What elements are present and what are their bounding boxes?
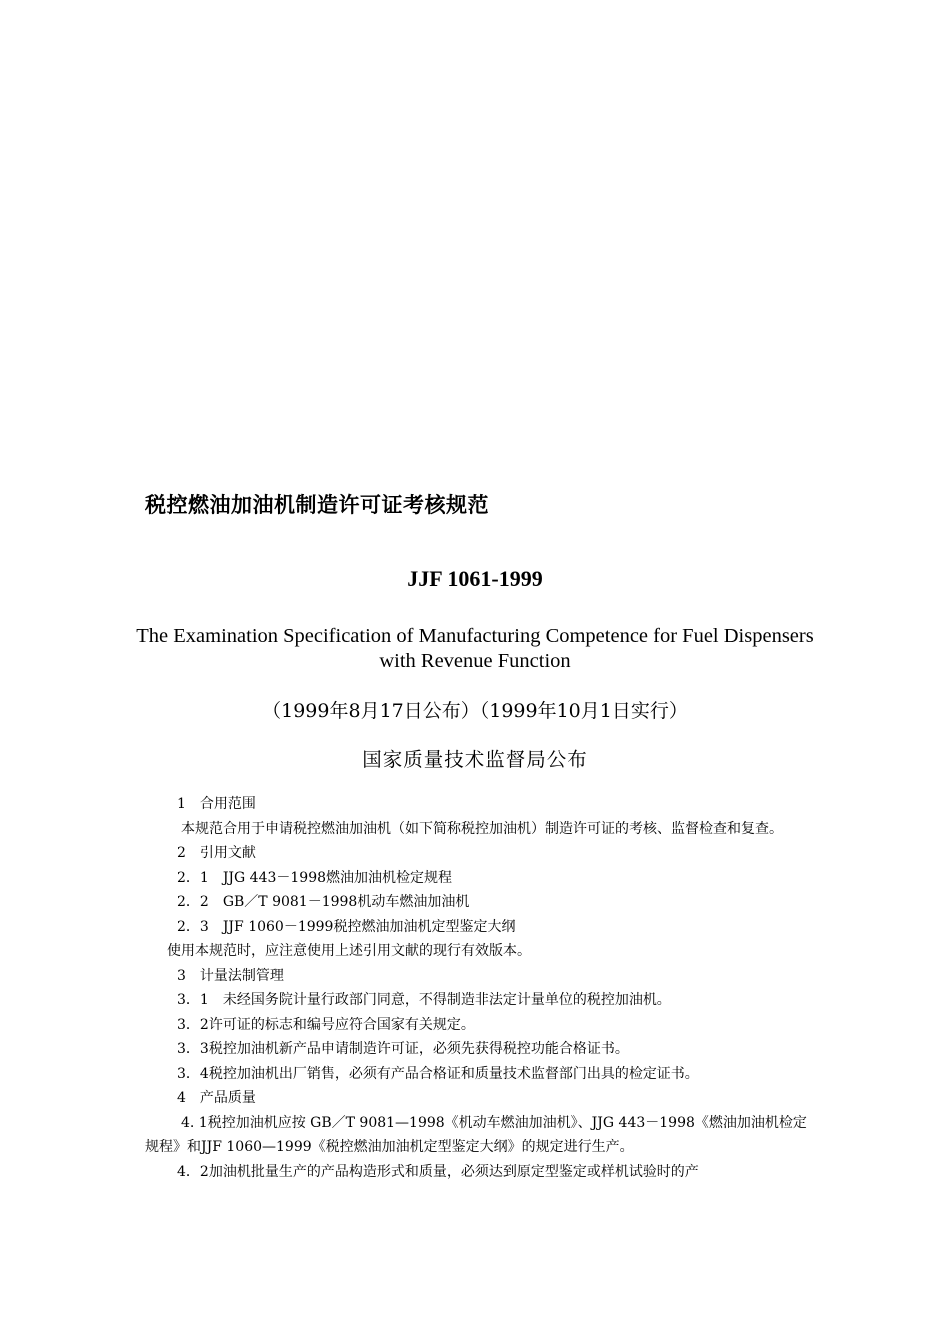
clause-item: 3．4税控加油机出厂销售，必须有产品合格证和质量技术监督部门出具的检定证书。 (177, 1065, 699, 1082)
reference-item: 2．2 GB／T 9081－1998机动车燃油加油机 (177, 894, 470, 910)
section-heading: 3 计量法制管理 (177, 967, 284, 984)
document-title-cn: 税控燃油加油机制造许可证考核规范 (145, 493, 489, 517)
clause-item: 3．1 未经国务院计量行政部门同意，不得制造非法定计量单位的税控加油机。 (177, 992, 671, 1008)
document-body (145, 792, 807, 1184)
paragraph: 使用本规范时，应注意使用上述引用文献的现行有效版本。 (167, 943, 531, 959)
reference-item: 2．1 JJG 443－1998燃油加油机检定规程 (177, 869, 453, 886)
document-dates: （1999年8月17日公布）（1999年10月1日实行） (262, 700, 688, 722)
section-heading: 1 合用范围 (177, 796, 256, 812)
clause-item: 3．3税控加油机新产品申请制造许可证，必须先获得税控功能合格证书。 (177, 1041, 629, 1057)
document-title-en: The Examination Specification of Manufacturing Competence for Fuel Dispensers with Revenue Function (136, 625, 814, 672)
paragraph: 本规范合用于申请税控燃油加油机（如下简称税控加油机）制造许可证的考核、监督检查和复查。 (181, 820, 783, 837)
document-publisher: 国家质量技术监督局公布 (362, 748, 588, 771)
document-code: JJF 1061-1999 (407, 566, 543, 591)
clause-item: 4. 1税控加油机应按 GB／T 9081—1998《机动车燃油加油机》、JJG 443－1998《燃油加油机检定规程》和JJF 1060—1999《税控燃油加油机定型鉴定大纲》的规定进行生产。 (145, 1114, 807, 1155)
section-heading: 2 引用文献 (177, 845, 256, 861)
clause-item: 3．2许可证的标志和编号应符合国家有关规定。 (177, 1016, 475, 1033)
clause-item: 4．2加油机批量生产的产品构造形式和质量，必须达到原定型鉴定或样机试验时的产 (177, 1163, 699, 1180)
section-heading: 4 产品质量 (177, 1090, 256, 1106)
reference-item: 2．3 JJF 1060－1999税控燃油加油机定型鉴定大纲 (177, 918, 516, 935)
